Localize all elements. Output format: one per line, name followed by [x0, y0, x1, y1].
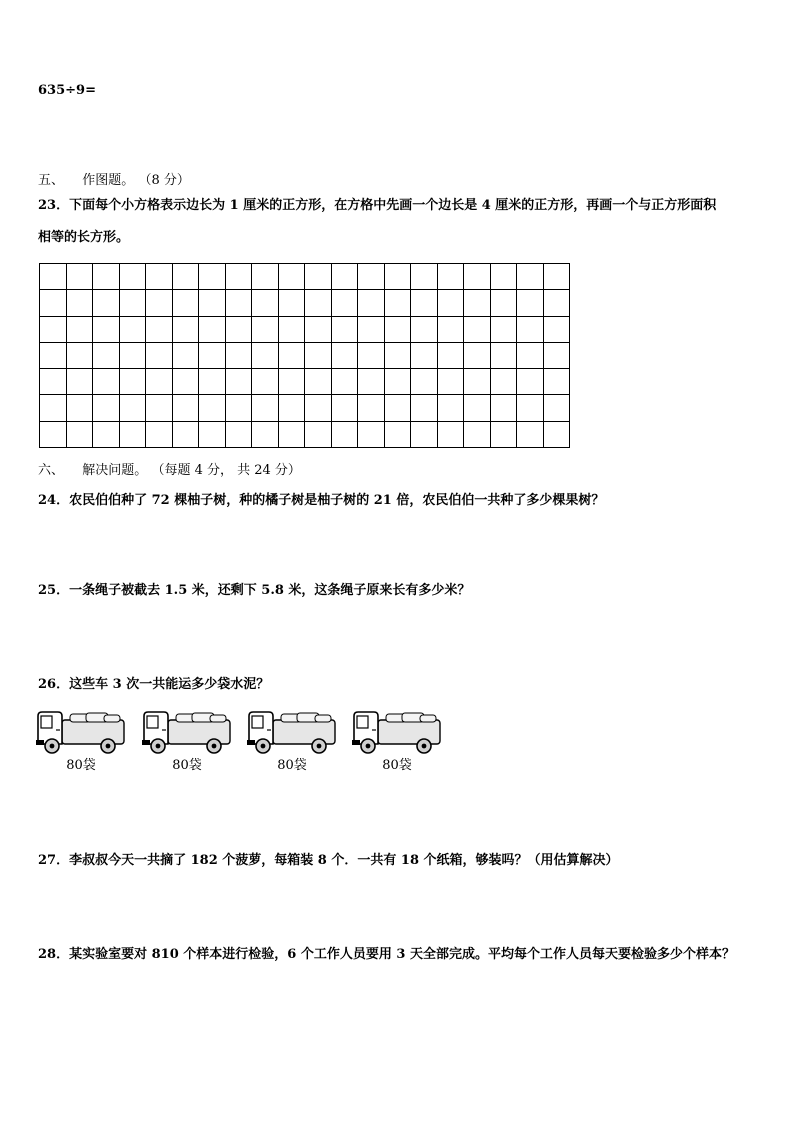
- grid-cell[interactable]: [226, 264, 253, 290]
- grid-cell[interactable]: [226, 422, 253, 448]
- grid-cell[interactable]: [358, 422, 385, 448]
- grid-cell[interactable]: [173, 343, 200, 369]
- grid-cell[interactable]: [358, 369, 385, 395]
- grid-cell[interactable]: [544, 395, 571, 421]
- grid-cell[interactable]: [146, 290, 173, 316]
- grid-cell[interactable]: [517, 290, 544, 316]
- grid-cell[interactable]: [517, 264, 544, 290]
- q24-text: 24．农民伯伯种了 72 棵柚子树，种的橘子树是柚子树的 21 倍，农民伯伯一共种了多少棵果树？: [38, 493, 605, 508]
- truck-label: 80袋: [277, 758, 307, 773]
- truck-label: 80袋: [66, 758, 96, 773]
- grid-cell[interactable]: [544, 290, 571, 316]
- grid-cell[interactable]: [385, 343, 412, 369]
- grid-cell[interactable]: [226, 290, 253, 316]
- grid-cell[interactable]: [385, 317, 412, 343]
- grid-cell[interactable]: [411, 343, 438, 369]
- grid-cell[interactable]: [226, 395, 253, 421]
- grid-cell[interactable]: [544, 317, 571, 343]
- section-6-heading: [38, 463, 301, 479]
- grid-cell[interactable]: [305, 290, 332, 316]
- grid-cell[interactable]: [252, 264, 279, 290]
- grid-cell[interactable]: [40, 317, 67, 343]
- grid-cell[interactable]: [146, 369, 173, 395]
- grid-cell[interactable]: [464, 422, 491, 448]
- grid-cell[interactable]: [305, 395, 332, 421]
- grid-cell[interactable]: [438, 317, 465, 343]
- grid-cell[interactable]: [517, 369, 544, 395]
- section-5-points: （8 分）: [138, 173, 190, 188]
- grid-cell[interactable]: [332, 290, 359, 316]
- q23-text-line1: 23．下面每个小方格表示边长为 1 厘米的正方形，在方格中先画一个边长是 4 厘米的正方形，再画一个与正方形面积: [38, 198, 717, 213]
- section-6-points: （每题 4 分， 共 24 分）: [151, 463, 301, 478]
- grid-cell[interactable]: [120, 290, 147, 316]
- grid-cell[interactable]: [199, 264, 226, 290]
- grid-cell[interactable]: [93, 395, 120, 421]
- grid-cell[interactable]: [358, 264, 385, 290]
- grid-cell[interactable]: [120, 343, 147, 369]
- grid-cell[interactable]: [40, 395, 67, 421]
- truck-2: [142, 710, 232, 780]
- grid-cell[interactable]: [252, 422, 279, 448]
- grid-cell[interactable]: [411, 317, 438, 343]
- grid-cell[interactable]: [464, 369, 491, 395]
- grid-cell[interactable]: [252, 369, 279, 395]
- grid-cell[interactable]: [67, 369, 94, 395]
- grid-cell[interactable]: [544, 422, 571, 448]
- grid-cell[interactable]: [385, 422, 412, 448]
- section-5-heading: [38, 173, 190, 189]
- grid-cell[interactable]: [385, 395, 412, 421]
- grid-cell[interactable]: [146, 264, 173, 290]
- grid-cell[interactable]: [385, 369, 412, 395]
- grid-cell[interactable]: [252, 290, 279, 316]
- grid-cell[interactable]: [464, 264, 491, 290]
- grid-cell[interactable]: [93, 290, 120, 316]
- grid-cell[interactable]: [332, 264, 359, 290]
- grid-cell[interactable]: [491, 395, 518, 421]
- grid-cell[interactable]: [438, 290, 465, 316]
- grid-cell[interactable]: [332, 369, 359, 395]
- grid-cell[interactable]: [226, 343, 253, 369]
- grid-cell[interactable]: [305, 343, 332, 369]
- grid-cell[interactable]: [93, 264, 120, 290]
- grid-cell[interactable]: [120, 369, 147, 395]
- grid-cell[interactable]: [173, 422, 200, 448]
- grid-cell[interactable]: [173, 290, 200, 316]
- grid-cell[interactable]: [491, 343, 518, 369]
- grid-cell[interactable]: [491, 369, 518, 395]
- grid-cell[interactable]: [279, 290, 306, 316]
- section-6-title: 解决问题。: [82, 463, 148, 478]
- grid-cell[interactable]: [146, 343, 173, 369]
- grid-cell[interactable]: [305, 422, 332, 448]
- grid-cell[interactable]: [491, 317, 518, 343]
- grid-cell[interactable]: [411, 369, 438, 395]
- grid-cell[interactable]: [93, 317, 120, 343]
- grid-cell[interactable]: [199, 343, 226, 369]
- grid-cell[interactable]: [67, 264, 94, 290]
- grid-cell[interactable]: [358, 290, 385, 316]
- q22-expression: 635÷9=: [38, 83, 96, 98]
- grid-cell[interactable]: [438, 264, 465, 290]
- grid-cell[interactable]: [305, 317, 332, 343]
- grid-cell[interactable]: [252, 343, 279, 369]
- grid-cell[interactable]: [279, 343, 306, 369]
- grid-cell[interactable]: [120, 264, 147, 290]
- grid-cell[interactable]: [279, 369, 306, 395]
- grid-cell[interactable]: [411, 290, 438, 316]
- grid-cell[interactable]: [279, 317, 306, 343]
- grid-cell[interactable]: [199, 395, 226, 421]
- grid-cell[interactable]: [332, 343, 359, 369]
- grid-cell[interactable]: [252, 395, 279, 421]
- grid-cell[interactable]: [226, 369, 253, 395]
- grid-cell[interactable]: [279, 395, 306, 421]
- grid-cell[interactable]: [544, 264, 571, 290]
- grid-cell[interactable]: [67, 317, 94, 343]
- grid-cell[interactable]: [332, 395, 359, 421]
- q26-text: 26．这些车 3 次一共能运多少袋水泥？: [38, 677, 270, 692]
- grid-cell[interactable]: [411, 395, 438, 421]
- grid-cell[interactable]: [173, 395, 200, 421]
- grid-cell[interactable]: [93, 369, 120, 395]
- grid-cell[interactable]: [332, 422, 359, 448]
- grid-cell[interactable]: [544, 369, 571, 395]
- grid-cell[interactable]: [93, 422, 120, 448]
- grid-cell[interactable]: [120, 422, 147, 448]
- grid-cell[interactable]: [464, 343, 491, 369]
- grid-cell[interactable]: [40, 369, 67, 395]
- grid-cell[interactable]: [120, 395, 147, 421]
- q25-text: 25．一条绳子被截去 1.5 米，还剩下 5.8 米，这条绳子原来长有多少米？: [38, 583, 471, 598]
- grid-cell[interactable]: [279, 422, 306, 448]
- q27-text: 27．李叔叔今天一共摘了 182 个菠萝，每箱装 8 个．一共有 18 个纸箱，够装吗？（用估算解决）: [38, 853, 619, 868]
- grid-cell[interactable]: [40, 343, 67, 369]
- grid-cell[interactable]: [517, 395, 544, 421]
- grid-cell[interactable]: [464, 395, 491, 421]
- grid-cell[interactable]: [199, 290, 226, 316]
- grid-cell[interactable]: [332, 317, 359, 343]
- grid-cell[interactable]: [305, 369, 332, 395]
- truck-4: [352, 710, 442, 780]
- grid-cell[interactable]: [438, 422, 465, 448]
- grid-cell[interactable]: [93, 343, 120, 369]
- grid-cell[interactable]: [491, 264, 518, 290]
- grid-cell[interactable]: [173, 369, 200, 395]
- grid-cell[interactable]: [411, 264, 438, 290]
- grid-cell[interactable]: [305, 264, 332, 290]
- q23-text-line2: 相等的长方形。: [38, 230, 130, 245]
- grid-cell[interactable]: [358, 317, 385, 343]
- grid-cell[interactable]: [517, 422, 544, 448]
- truck-1: [36, 710, 126, 780]
- grid-cell[interactable]: [67, 395, 94, 421]
- grid-cell[interactable]: [385, 264, 412, 290]
- grid-cell[interactable]: [67, 343, 94, 369]
- grid-cell[interactable]: [120, 317, 147, 343]
- grid-cell[interactable]: [491, 290, 518, 316]
- grid-cell[interactable]: [411, 422, 438, 448]
- grid-cell[interactable]: [517, 317, 544, 343]
- truck-label: 80袋: [172, 758, 202, 773]
- grid-cell[interactable]: [438, 343, 465, 369]
- grid-cell[interactable]: [146, 395, 173, 421]
- grid-cell[interactable]: [252, 317, 279, 343]
- grid-cell[interactable]: [517, 343, 544, 369]
- grid-cell[interactable]: [199, 422, 226, 448]
- grid-cell[interactable]: [385, 290, 412, 316]
- grid-cell[interactable]: [544, 343, 571, 369]
- q28-text: 28．某实验室要对 810 个样本进行检验，6 个工作人员要用 3 天全部完成。平均每个工作人员每天要检验多少个样本？: [38, 947, 735, 962]
- grid-cell[interactable]: [358, 395, 385, 421]
- grid-cell[interactable]: [438, 369, 465, 395]
- grid-cell[interactable]: [464, 290, 491, 316]
- grid-cell[interactable]: [438, 395, 465, 421]
- truck-3: [247, 710, 337, 780]
- drawing-grid[interactable]: [39, 263, 570, 448]
- grid-cell[interactable]: [67, 290, 94, 316]
- grid-cell[interactable]: [146, 317, 173, 343]
- grid-cell[interactable]: [146, 422, 173, 448]
- grid-cell[interactable]: [491, 422, 518, 448]
- grid-cell[interactable]: [464, 317, 491, 343]
- grid-cell[interactable]: [40, 422, 67, 448]
- grid-cell[interactable]: [226, 317, 253, 343]
- grid-cell[interactable]: [358, 343, 385, 369]
- grid-cell[interactable]: [173, 264, 200, 290]
- section-5-number: 五、: [38, 173, 65, 188]
- grid-cell[interactable]: [279, 264, 306, 290]
- section-6-number: 六、: [38, 463, 65, 478]
- grid-cell[interactable]: [40, 290, 67, 316]
- grid-cell[interactable]: [67, 422, 94, 448]
- truck-label: 80袋: [382, 758, 412, 773]
- grid-cell[interactable]: [173, 317, 200, 343]
- section-5-title: 作图题。: [82, 173, 135, 188]
- grid-cell[interactable]: [40, 264, 67, 290]
- grid-cell[interactable]: [199, 317, 226, 343]
- grid-cell[interactable]: [199, 369, 226, 395]
